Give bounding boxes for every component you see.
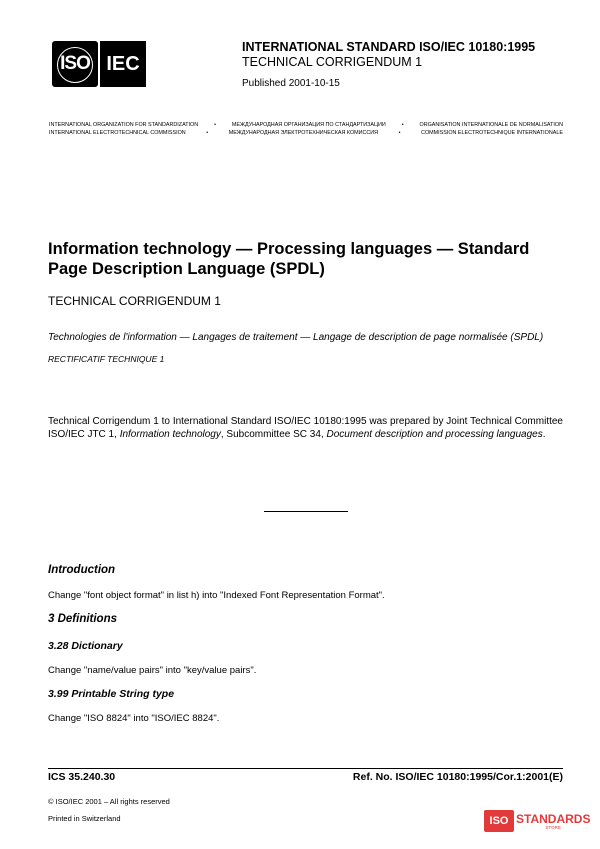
para-text: , Subcommittee SC 34, (220, 429, 327, 440)
iec-logo (100, 41, 146, 87)
store-text (516, 813, 590, 830)
para-italic: Document description and processing languages (326, 429, 543, 440)
store-iso-logo: ISO (484, 810, 514, 832)
french-title: Technologies de l'information — Langages de traitement — Langage de description de page normalisée (SPDL) (48, 332, 544, 343)
para-text: . (542, 429, 546, 440)
reference-number: Ref. No. ISO/IEC 10180:1995/Cor.1:2001(E) (352, 771, 563, 783)
iec-logo-text: IEC (106, 52, 140, 75)
standard-number: INTERNATIONAL STANDARD ISO/IEC 10180:1995 (242, 40, 536, 54)
intro-paragraph (48, 415, 563, 441)
document-subtitle: TECHNICAL CORRIGENDUM 1 (48, 294, 221, 308)
para-text: Technical Corrigendum 1 to International Standard ISO/IEC 10180:1995 was prepared by Joint Technical Committee ISO/IEC JTC 1, (48, 416, 563, 440)
published-date: Published 2001-10-15 (242, 78, 340, 89)
org-bullet: • (398, 130, 401, 136)
definitions-heading: 3 Definitions (48, 613, 118, 625)
iso-logo (52, 41, 98, 87)
para-italic: Information technology (119, 429, 221, 440)
iso-standards-store-badge[interactable] (484, 810, 590, 832)
copyright: © ISO/IEC 2001 – All rights reserved (48, 797, 170, 806)
ics-code: ICS 35.240.30 (48, 771, 116, 783)
org-iso-fr: ORGANISATION INTERNATIONALE DE NORMALISATION (419, 122, 563, 128)
divider (264, 511, 348, 512)
org-bullet: • (214, 122, 216, 128)
org-bullet: • (206, 130, 209, 136)
printed-location: Printed in Switzerland (48, 814, 121, 823)
introduction-text: Change "font object format" in list h) into "Indexed Font Representation Format". (48, 590, 385, 601)
org-iec-en: INTERNATIONAL ELECTROTECHNICAL COMMISSION (49, 130, 186, 136)
document-title: Information technology — Processing languages — Standard Page Description Language (SPDL) (48, 240, 530, 278)
iso-logo-text: ISO (60, 53, 90, 74)
org-iso-en: INTERNATIONAL ORGANIZATION FOR STANDARDIZATION (49, 122, 199, 128)
org-iec-fr: COMMISSION ELECTROTECHNIQUE INTERNATIONALE (421, 130, 563, 136)
org-line-1 (49, 122, 563, 128)
introduction-heading: Introduction (48, 564, 116, 576)
french-subtitle: RECTIFICATIF TECHNIQUE 1 (48, 354, 165, 364)
dictionary-text: Change "name/value pairs" into "key/value pairs". (48, 665, 257, 676)
store-label: STANDARDS (516, 811, 591, 826)
org-iec-ru: МЕЖДУНАРОДНАЯ ЭЛЕКТРОТЕХНИЧЕСКАЯ КОМИССИЯ (228, 130, 379, 136)
footer-rule (48, 768, 563, 769)
org-iso-ru: МЕЖДУНАРОДНАЯ ОРГАНИЗАЦИЯ ПО СТАНДАРТИЗАЦИИ (231, 122, 386, 128)
printable-heading: 3.99 Printable String type (48, 688, 175, 700)
org-line-2 (49, 130, 563, 136)
printable-text: Change "ISO 8824" into "ISO/IEC 8824". (48, 713, 220, 724)
dictionary-heading: 3.28 Dictionary (48, 640, 123, 652)
org-bullet: • (401, 122, 404, 128)
corrigendum-label: TECHNICAL CORRIGENDUM 1 (242, 55, 423, 69)
iso-iec-logo (52, 41, 146, 87)
store-sub: STORE (545, 824, 561, 830)
